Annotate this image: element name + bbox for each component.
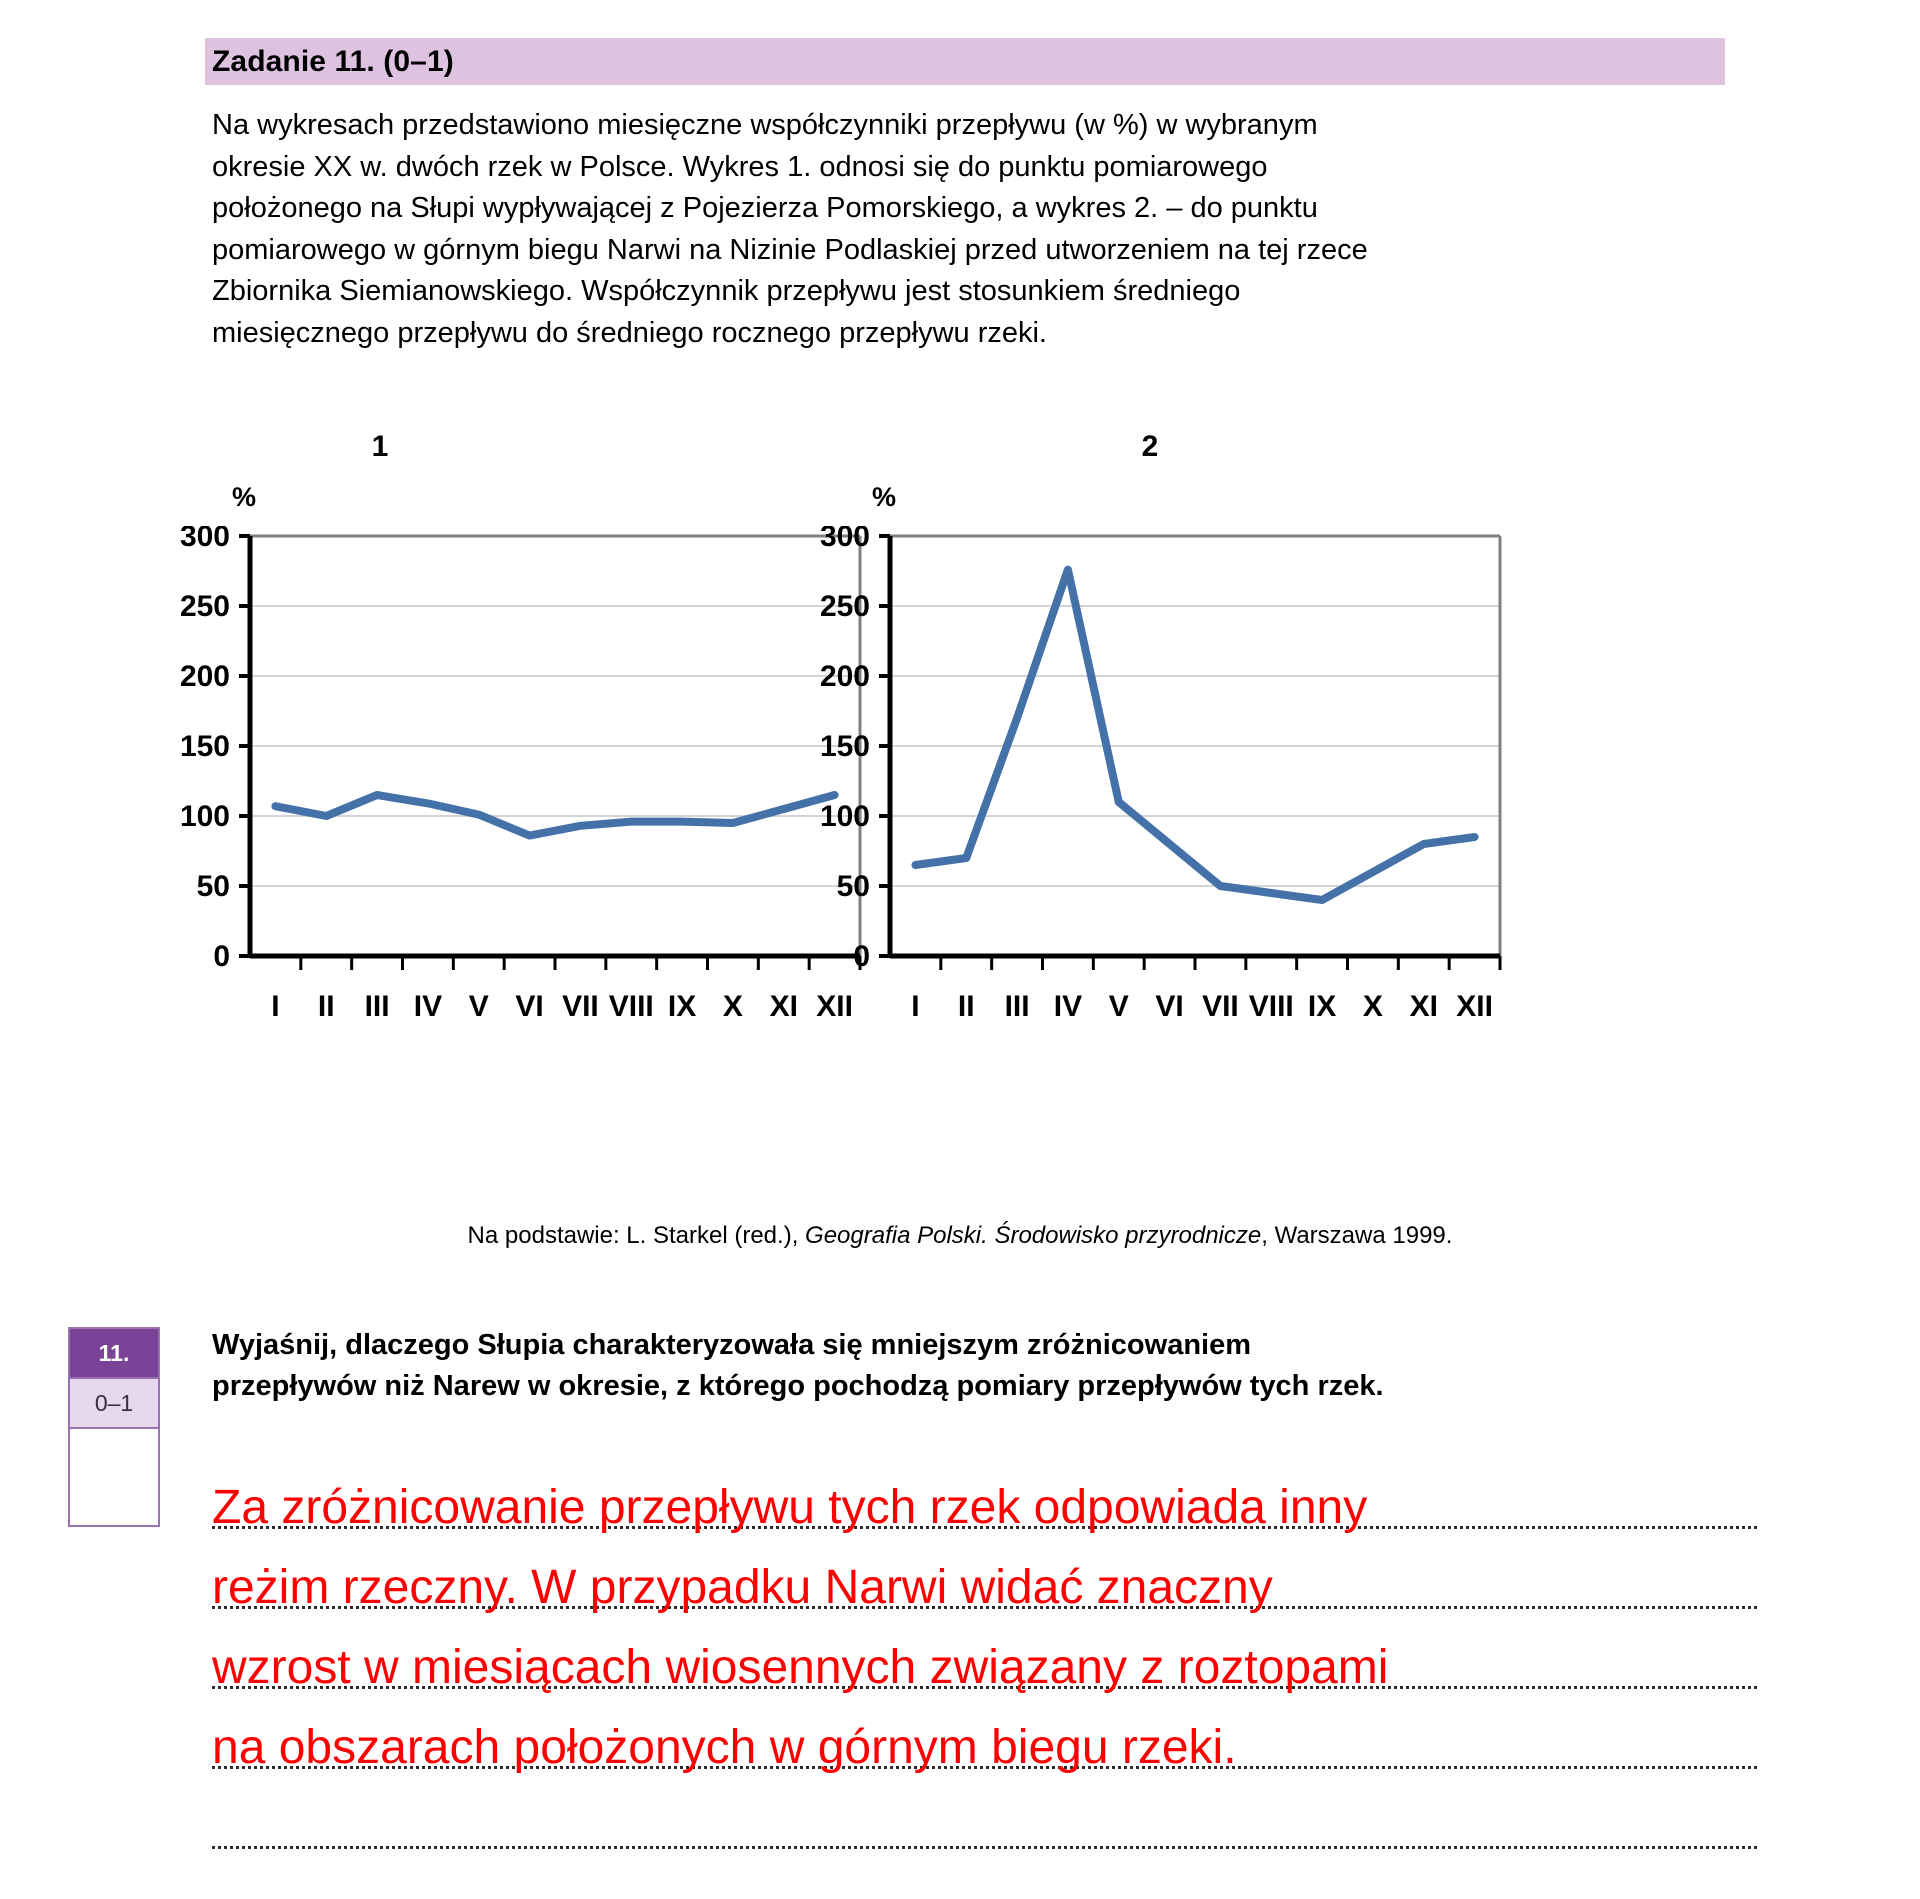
x-tick-label: II <box>957 990 975 1023</box>
intro-line-1: Na wykresach przedstawiono miesięczne współczynniki przepływu (w %) w wybranym <box>212 109 1318 141</box>
y-tick-label: 50 <box>196 870 230 903</box>
x-tick-label: V <box>468 990 489 1023</box>
chart-2-y-unit: % <box>872 482 897 512</box>
x-tick-label: III <box>1004 990 1030 1023</box>
y-tick-label: 200 <box>179 660 230 693</box>
task-header-label: Zadanie 11. (0–1) <box>212 45 454 78</box>
chart-1-svg <box>170 526 870 1076</box>
x-tick-label: X <box>1362 990 1383 1023</box>
y-tick-label: 300 <box>819 526 870 553</box>
y-tick-label: 0 <box>853 940 870 973</box>
chart-1-y-unit: % <box>232 482 257 512</box>
intro-line-5: Zbiornika Siemianowskiego. Współczynnik przepływu jest stosunkiem średniego <box>212 275 1241 307</box>
answer-text-line-3: wzrost w miesiącach wiosennych związany z roztopami <box>212 1641 1389 1694</box>
y-tick-label: 150 <box>819 730 870 763</box>
y-tick-label: 0 <box>213 940 230 973</box>
y-tick-label: 250 <box>819 590 870 623</box>
x-tick-label: I <box>911 990 920 1023</box>
x-tick-label: VIII <box>1248 990 1294 1023</box>
y-tick-label: 150 <box>179 730 230 763</box>
y-tick-label: 100 <box>819 800 870 833</box>
x-tick-label: IV <box>1053 990 1083 1023</box>
x-tick-label: IV <box>413 990 443 1023</box>
chart-2-plot-area <box>810 526 1510 1076</box>
x-tick-label: III <box>364 990 390 1023</box>
source-caption-prefix: Na podstawie: L. Starkel (red.), <box>467 1222 806 1249</box>
x-tick-label: I <box>271 990 280 1023</box>
chart-2 <box>810 430 1590 1150</box>
y-tick-label: 300 <box>179 526 230 553</box>
intro-line-2: okresie XX w. dwóch rzek w Polsce. Wykres 1. odnosi się do punktu pomiarowego <box>212 150 1268 183</box>
chart-1-plot-area <box>170 526 870 1076</box>
answer-area[interactable] <box>212 1448 1772 1868</box>
y-tick-label: 250 <box>179 590 230 623</box>
y-tick-label: 200 <box>819 660 870 693</box>
source-caption <box>0 1222 1920 1250</box>
x-tick-label: XI <box>1409 990 1438 1023</box>
x-tick-label: XII <box>1456 990 1493 1023</box>
chart-1-title: 1 <box>371 430 389 463</box>
x-tick-label: X <box>722 990 743 1023</box>
answer-rule-5 <box>212 1846 1757 1849</box>
x-tick-label: IX <box>1307 990 1337 1023</box>
x-tick-label: XII <box>816 990 853 1023</box>
x-tick-label: II <box>317 990 335 1023</box>
source-caption-suffix: , Warszawa 1999. <box>1261 1222 1453 1249</box>
x-tick-label: VI <box>1155 990 1184 1023</box>
answer-text-line-1: Za zróżnicowanie przepływu tych rzek odpowiada inny <box>212 1481 1368 1534</box>
x-tick-label: VII <box>1202 990 1239 1023</box>
intro-line-4: pomiarowego w górnym biegu Narwi na Nizinie Podlaskiej przed utworzeniem na tej rzece <box>212 233 1368 266</box>
task-intro-text <box>212 105 1722 354</box>
score-task-number: 11. <box>70 1329 158 1379</box>
x-tick-label: XI <box>769 990 798 1023</box>
answer-text-line-2: reżim rzeczny. W przypadku Narwi widać znaczny <box>212 1561 1273 1614</box>
data-series-line <box>915 570 1474 900</box>
x-tick-label: IX <box>667 990 697 1023</box>
x-tick-label: VIII <box>608 990 654 1023</box>
intro-line-6: miesięcznego przepływu do średniego rocznego przepływu rzeki. <box>212 316 1047 349</box>
intro-line-3: położonego na Słupi wypływającej z Pojezierza Pomorskiego, a wykres 2. – do punktu <box>212 192 1318 224</box>
y-tick-label: 50 <box>836 870 870 903</box>
source-caption-title: Geografia Polski. Środowisko przyrodnicze <box>805 1222 1262 1249</box>
x-tick-label: VII <box>562 990 599 1023</box>
y-tick-label: 100 <box>179 800 230 833</box>
question-line-1: Wyjaśnij, dlaczego Słupia charakteryzowała się mniejszym zróżnicowaniem <box>212 1329 1252 1361</box>
answer-text-line-4: na obszarach położonych w górnym biegu rzeki. <box>212 1721 1237 1774</box>
question-line-2: przepływów niż Narew w okresie, z którego pochodzą pomiary przepływów tych rzek. <box>212 1370 1384 1402</box>
x-tick-label: V <box>1108 990 1129 1023</box>
question-text <box>212 1325 1722 1407</box>
charts-container <box>0 430 1920 1150</box>
chart-2-svg <box>810 526 1510 1076</box>
score-point-range: 0–1 <box>70 1379 158 1429</box>
chart-2-title: 2 <box>1141 430 1159 463</box>
score-box <box>68 1327 160 1527</box>
x-tick-label: VI <box>515 990 544 1023</box>
